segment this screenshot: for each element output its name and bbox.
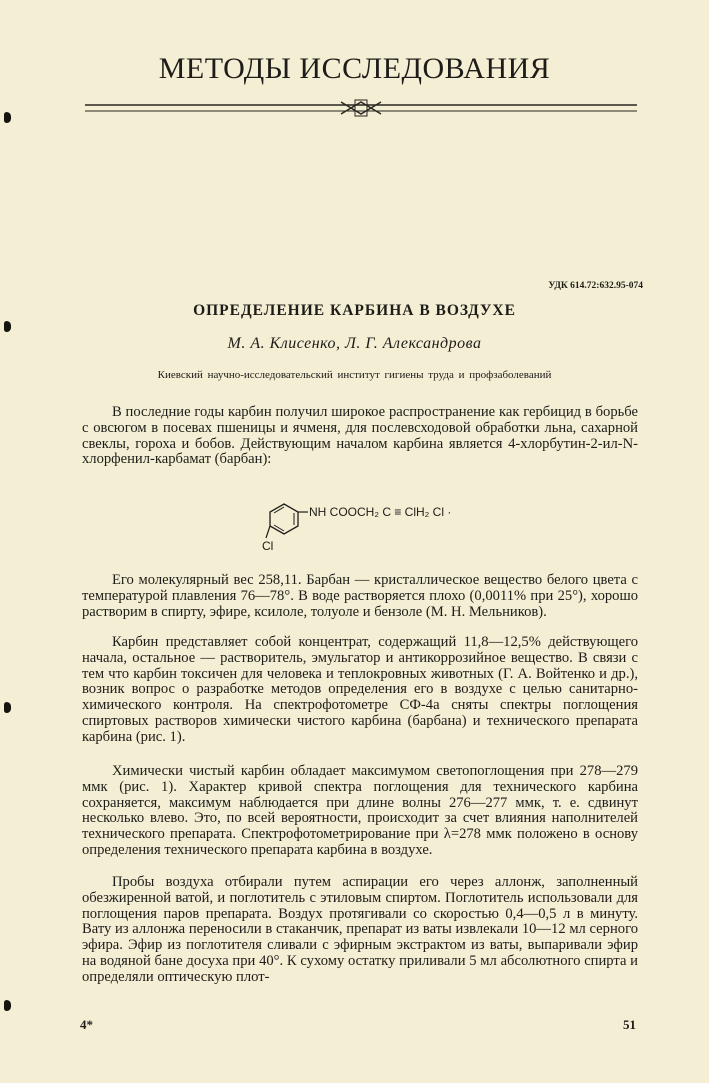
- binding-hole-1: [4, 112, 11, 123]
- decorative-divider: [85, 98, 637, 118]
- paragraph-intro: В последние годы карбин получил широкое распространение как гербицид в борьбе с овсюгом в посевах пшеницы и ячменя, для послевсходовой обработки льна, сахарной свеклы, гороха и бобов. Действующим началом карбина является 4-хлорбутин-2-ил-N-хлорфенил-карбамат (барбан):: [82, 404, 638, 468]
- institution-line: Киевский научно-исследовательский институт гигиены труда и профзаболеваний: [157, 369, 552, 381]
- paragraph-absorption: Химически чистый карбин обладает максимумом светопоглощения при 278—279 ммк (рис. 1). Характер кривой спектра поглощения для технического карбина сохраняется, максимум наблюдается при длине волны 276—277 ммк, т. е. сдвинут несколько влево. Это, по всей вероятности, происходит за счет влияния наполнителей технического препарата. Спектрофотометрирование при λ=278 ммк положено в основу определения технического препарата карбина в воздухе.: [82, 763, 638, 858]
- section-heading: МЕТОДЫ ИССЛЕДОВАНИЯ: [158, 52, 551, 85]
- page-number: 51: [623, 1017, 636, 1032]
- article-authors: М. А. Клисенко, Л. Г. Александрова: [227, 335, 482, 352]
- paragraph-molecular-weight: Его молекулярный вес 258,11. Барбан — кристаллическое вещество белого цвета с температурой плавления 76—78°. В воде растворяется плохо (0,0011% при 25°), хорошо растворим в спирту, эфире, ксилоле, толуоле и бензоле (М. Н. Мельников).: [82, 572, 638, 620]
- chemical-formula: [262, 498, 512, 558]
- binding-hole-2: [4, 321, 11, 332]
- binding-hole-3: [4, 702, 11, 713]
- formula-substituent: Cl: [262, 539, 274, 553]
- paragraph-sampling: Пробы воздуха отбирали путем аспирации его через аллонж, заполненный обезжиренной ватой, и поглотитель с этиловым спиртом. Поглотитель использовали для поглощения паров препарата. Воздух протягивали со скоростью 0,4—0,5 л в минуту. Вату из аллонжа переносили в стаканчик, препарат из ваты извлекали 10—12 мл серного эфира. Эфир из поглотителя сливали с эфирным экстрактом из ваты, выпаривали эфир на водяной бане досуха при 40°. К сухому остатку приливали 5 мл абсолютного спирта и определяли оптическую плот-: [82, 874, 638, 985]
- binding-hole-4: [4, 1000, 11, 1011]
- formula-chain: NH COOCH₂ C ≡ ClH₂ Cl ·: [309, 505, 452, 519]
- article-title: ОПРЕДЕЛЕНИЕ КАРБИНА В ВОЗДУХЕ: [193, 302, 516, 319]
- signature-mark: 4*: [80, 1017, 93, 1032]
- udk-code: УДК 614.72:632.95-074: [548, 281, 643, 291]
- paragraph-concentrate: Карбин представляет собой концентрат, содержащий 11,8—12,5% действующего начала, остальное — растворитель, эмульгатор и антикоррозийное вещество. В связи с тем что карбин токсичен для человека и теплокровных животных (Г. А. Войтенко и др.), возник вопрос о разработке методов определения его в воздухе с целью санитарно-химического контроля. На спектрофотометре СФ-4а сняты спектры поглощения спиртовых растворов химически чистого карбина (барбана) и технического препарата карбина (рис. 1).: [82, 634, 638, 745]
